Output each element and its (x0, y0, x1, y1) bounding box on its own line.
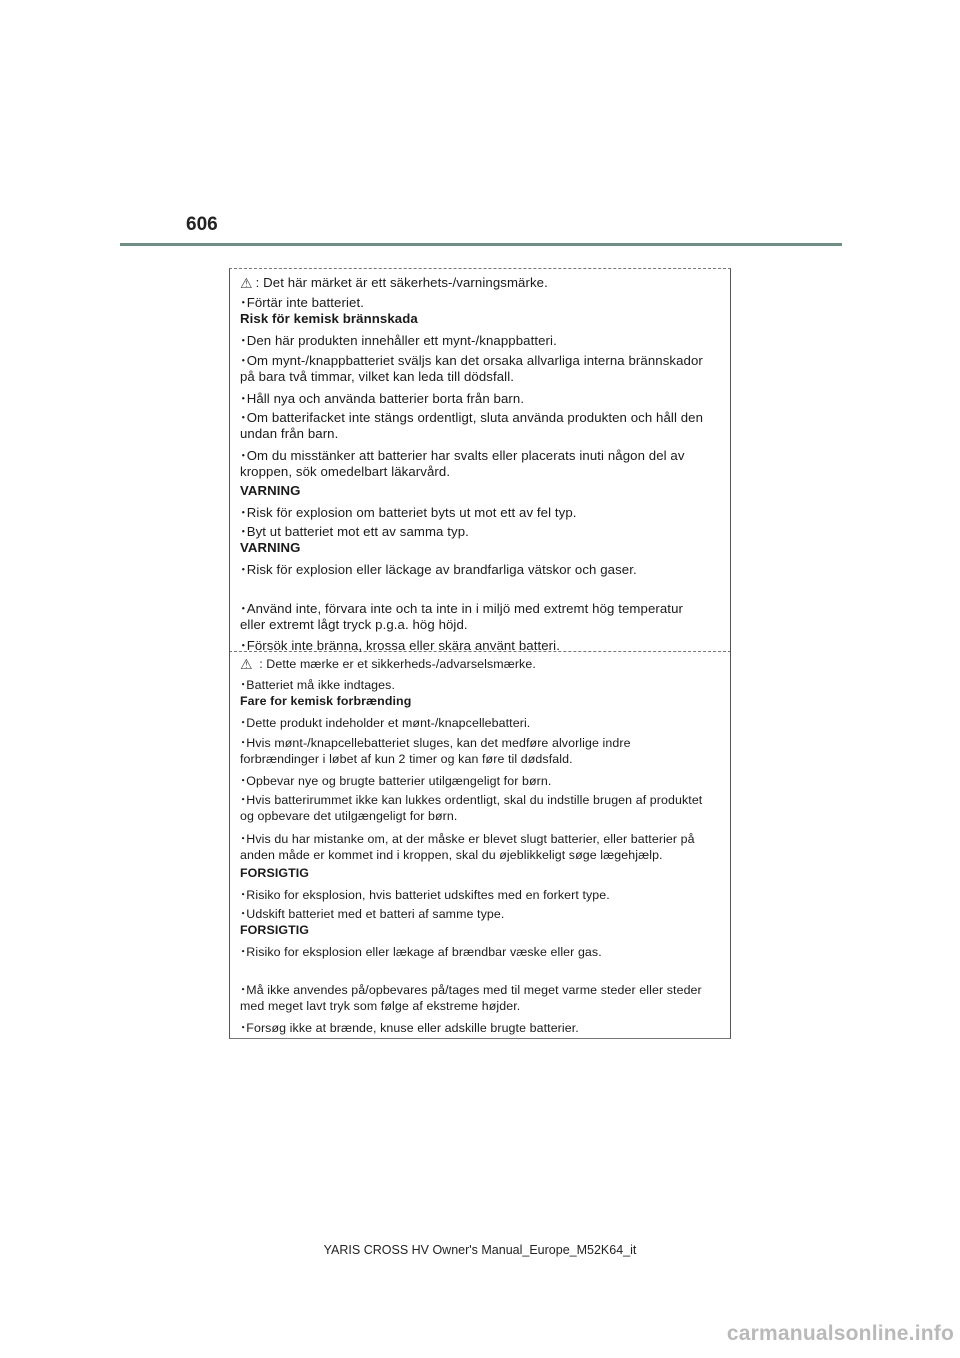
notice-line: anden måde er kommet ind i kroppen, skal du øjeblikkeligt søge lægehjælp. (240, 848, 663, 862)
notice-line: ⚠ : Det här märket är ett säkerhets-/varningsmärke. (240, 275, 548, 291)
danish-battery-notice (229, 651, 731, 1039)
notice-heading: Fare for kemisk forbrænding (240, 694, 412, 708)
notice-line: kroppen, sök omedelbart läkarvård. (240, 464, 451, 479)
notice-line: med meget lavt tryk som følge af ekstreme højder. (240, 999, 521, 1013)
notice-line: ･Batteriet må ikke indtages. (240, 678, 396, 692)
watermark: carmanualsonline.info (726, 1322, 954, 1345)
notice-line: ･Forsøg ikke at brænde, knuse eller adskille brugte batterier. (240, 1021, 579, 1035)
notice-line: ･Hvis batterirummet ikke kan lukkes ordentligt, skal du indstille brugen af produktet (240, 793, 703, 807)
notice-line: forbrændinger i løbet af kun 2 timer og kan føre til dødsfald. (240, 752, 573, 766)
notice-line: ･Förtär inte batteriet. (240, 295, 364, 310)
swedish-battery-notice (229, 268, 731, 652)
notice-line: ･Den här produkten innehåller ett mynt-/knappbatteri. (240, 333, 557, 348)
notice-line: ･Opbevar nye og brugte batterier utilgængeligt for børn. (240, 774, 552, 788)
notice-line: ･Dette produkt indeholder et mønt-/knapcellebatteri. (240, 716, 531, 730)
notice-line: og opbevare det utilgængeligt for børn. (240, 809, 458, 823)
notice-heading: FORSIGTIG (240, 923, 310, 937)
notice-line: ･Risiko for eksplosion eller lækage af brændbar væske eller gas. (240, 945, 602, 959)
notice-line: ･Hvis mønt-/knapcellebatteriet sluges, kan det medføre alvorlige indre (240, 736, 631, 750)
notice-line: undan från barn. (240, 426, 339, 441)
warning-triangle-icon: ⚠ (240, 275, 253, 291)
warning-triangle-icon: ⚠ (240, 656, 253, 672)
page-number: 606 (186, 214, 218, 235)
notice-line: ･Må ikke anvendes på/opbevares på/tages med til meget varme steder eller steder (240, 983, 702, 997)
notice-heading: VARNING (240, 483, 301, 498)
notice-heading: Risk för kemisk brännskada (240, 311, 418, 326)
notice-line: ･Risk för explosion eller läckage av brandfarliga vätskor och gaser. (240, 562, 637, 577)
notice-line: ･Om du misstänker att batterier har svalts eller placerats inuti någon del av (240, 448, 685, 463)
notice-line: på bara två timmar, vilket kan leda till dödsfall. (240, 369, 515, 384)
notice-line: ･Risiko for eksplosion, hvis batteriet udskiftes med en forkert type. (240, 888, 610, 902)
notice-line: ⚠ : Dette mærke er et sikkerheds-/advarselsmærke. (240, 656, 536, 672)
notice-line: ･Risk för explosion om batteriet byts ut mot ett av fel typ. (240, 505, 577, 520)
notice-line: ･Håll nya och använda batterier borta från barn. (240, 391, 525, 406)
notice-heading: VARNING (240, 540, 301, 555)
notice-line: ･Försök inte bränna, krossa eller skära använt batteri. (240, 638, 560, 653)
notice-line: eller extremt lågt tryck p.g.a. hög höjd. (240, 617, 468, 632)
header-rule (120, 243, 842, 246)
notice-line: ･Om batterifacket inte stängs ordentligt, sluta använda produkten och håll den (240, 410, 704, 425)
notice-line: ･Använd inte, förvara inte och ta inte in i miljö med extremt hög temperatur (240, 601, 683, 616)
notice-heading: FORSIGTIG (240, 866, 310, 880)
notice-line: ･Om mynt-/knappbatteriet sväljs kan det orsaka allvarliga interna brännskador (240, 353, 703, 368)
notice-line: ･Hvis du har mistanke om, at der måske er blevet slugt batterier, eller batterier på (240, 832, 695, 846)
notice-line: ･Udskift batteriet med et batteri af samme type. (240, 907, 505, 921)
notice-line: ･Byt ut batteriet mot ett av samma typ. (240, 524, 469, 539)
manual-footer: YARIS CROSS HV Owner's Manual_Europe_M52K64_it (323, 1243, 637, 1257)
